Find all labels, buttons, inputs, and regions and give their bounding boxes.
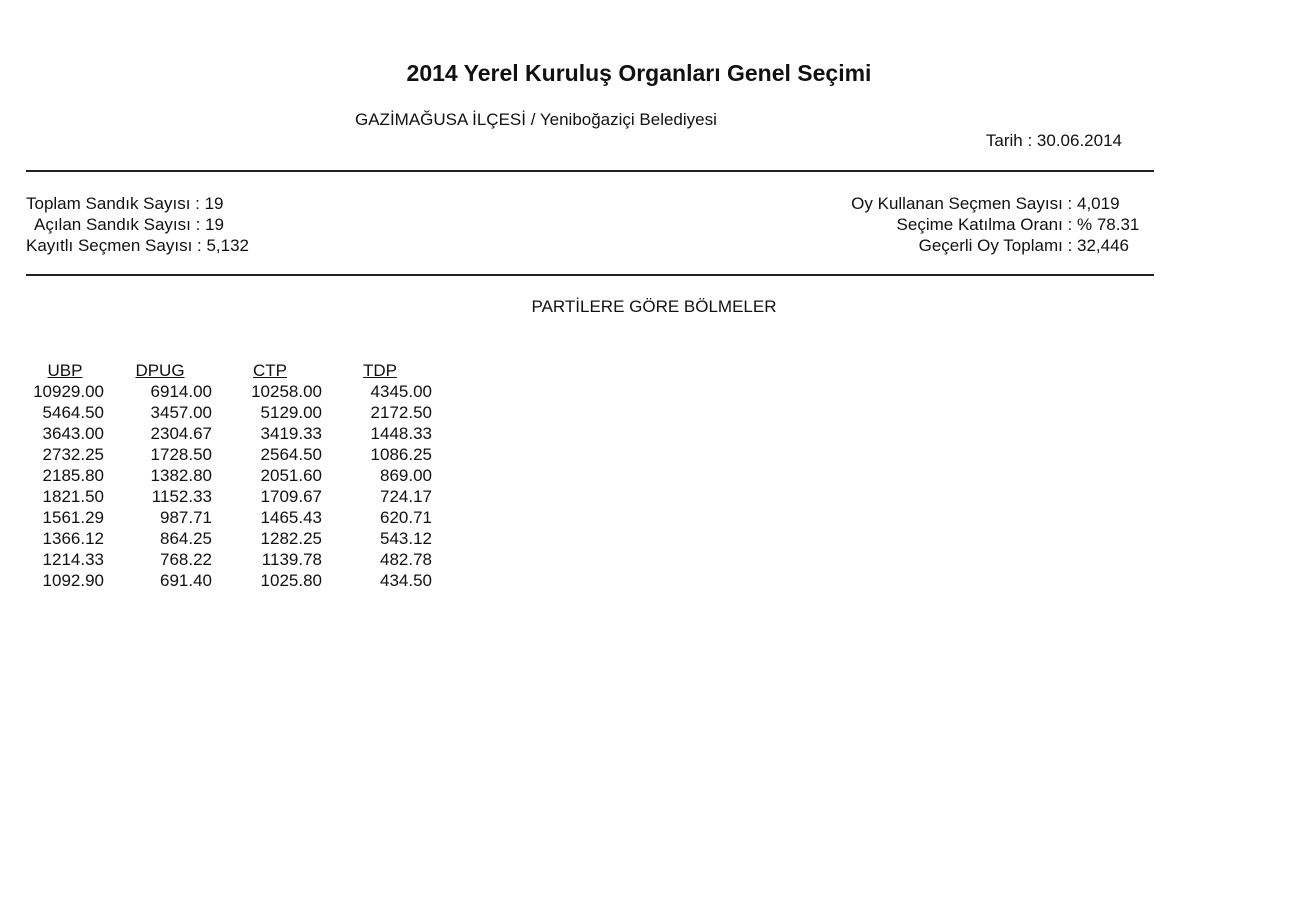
table-cell: 3457.00 bbox=[150, 403, 212, 422]
column-header-ubp: UBP bbox=[47, 361, 83, 380]
table-cell: 6914.00 bbox=[150, 382, 212, 401]
stat-label: Oy Kullanan Seçmen Sayısı bbox=[851, 194, 1063, 213]
divider-bottom bbox=[26, 274, 1154, 276]
table-cell: 1561.29 bbox=[42, 508, 104, 527]
table-cell: 724.17 bbox=[380, 487, 432, 506]
table-cell: 1382.80 bbox=[150, 466, 212, 485]
page-title: 2014 Yerel Kuruluş Organları Genel Seçimi bbox=[406, 60, 872, 86]
table-cell: 768.22 bbox=[160, 550, 212, 569]
table-cell: 1152.33 bbox=[151, 487, 212, 506]
stat-value: % 78.31 bbox=[1077, 215, 1140, 234]
table-cell: 691.40 bbox=[160, 571, 212, 590]
table-cell: 1092.90 bbox=[42, 571, 104, 590]
table-cell: 2172.50 bbox=[370, 403, 432, 422]
ballot-box-stats bbox=[26, 193, 249, 256]
table-row bbox=[24, 486, 434, 507]
table-row bbox=[24, 507, 434, 528]
date-value: 30.06.2014 bbox=[1036, 131, 1122, 150]
table-row bbox=[24, 570, 434, 591]
table-header-row bbox=[24, 360, 434, 381]
table-cell: 2304.67 bbox=[150, 424, 212, 443]
table-row bbox=[24, 381, 434, 402]
table-cell: 2732.25 bbox=[42, 445, 104, 464]
table-cell: 2051.60 bbox=[260, 466, 322, 485]
table-cell: 1448.33 bbox=[370, 424, 432, 443]
stat-voters-voted: Oy Kullanan Seçmen Sayısı : 4,019 bbox=[780, 193, 1145, 214]
stat-value: 4,019 bbox=[1077, 194, 1120, 213]
table-cell: 1214.33 bbox=[42, 550, 104, 569]
turnout-stats bbox=[780, 193, 1145, 256]
divider-top bbox=[26, 170, 1154, 172]
table-cell: 5129.00 bbox=[260, 403, 322, 422]
date-label: Tarih bbox=[985, 131, 1023, 150]
section-title: PARTİLERE GÖRE BÖLMELER bbox=[531, 297, 777, 316]
table-cell: 10258.00 bbox=[251, 382, 322, 401]
table-cell: 620.71 bbox=[380, 508, 432, 527]
table-cell: 434.50 bbox=[380, 571, 432, 590]
district-subtitle: GAZİMAĞUSA İLÇESİ / Yeniboğaziçi Belediyesi bbox=[355, 110, 717, 129]
table-cell: 1728.50 bbox=[150, 445, 212, 464]
stat-turnout-rate: Seçime Katılma Oranı : % 78.31 bbox=[780, 214, 1145, 235]
table-cell: 3643.00 bbox=[42, 424, 104, 443]
stat-label: Geçerli Oy Toplamı bbox=[918, 236, 1063, 255]
table-cell: 987.71 bbox=[160, 508, 212, 527]
stat-label: Toplam Sandık Sayısı bbox=[26, 194, 191, 213]
table-cell: 864.25 bbox=[160, 529, 212, 548]
table-cell: 3419.33 bbox=[260, 424, 322, 443]
table-cell: 10929.00 bbox=[33, 382, 104, 401]
table-cell: 4345.00 bbox=[370, 382, 432, 401]
table-cell: 869.00 bbox=[380, 466, 432, 485]
table-row bbox=[24, 528, 434, 549]
stat-registered-voters: Kayıtlı Seçmen Sayısı : 5,132 bbox=[26, 236, 250, 255]
table-cell: 1025.80 bbox=[260, 571, 322, 590]
column-header-tdp: TDP bbox=[363, 361, 397, 380]
table-cell: 1282.25 bbox=[260, 529, 322, 548]
stat-opened-ballot-boxes: Açılan Sandık Sayısı : 19 bbox=[34, 215, 224, 234]
table-cell: 5464.50 bbox=[42, 403, 104, 422]
stat-value: 5,132 bbox=[206, 236, 250, 255]
table-cell: 1086.25 bbox=[370, 445, 432, 464]
stat-label: Kayıtlı Seçmen Sayısı bbox=[26, 236, 193, 255]
table-row bbox=[24, 549, 434, 570]
stat-label: Açılan Sandık Sayısı bbox=[34, 215, 191, 234]
report-date: Tarih : 30.06.2014 bbox=[985, 131, 1122, 150]
party-divisions-table bbox=[24, 360, 434, 591]
table-row bbox=[24, 465, 434, 486]
table-row bbox=[24, 423, 434, 444]
table-row bbox=[24, 444, 434, 465]
stat-total-ballot-boxes: Toplam Sandık Sayısı : 19 bbox=[26, 194, 224, 213]
table-cell: 1465.43 bbox=[260, 508, 322, 527]
table-cell: 1709.67 bbox=[260, 487, 322, 506]
table-cell: 1139.78 bbox=[261, 550, 322, 569]
table-cell: 482.78 bbox=[380, 550, 432, 569]
stat-value: 32,446 bbox=[1077, 236, 1129, 255]
table-cell: 543.12 bbox=[380, 529, 432, 548]
table-cell: 2564.50 bbox=[260, 445, 322, 464]
stat-value: 19 bbox=[204, 194, 224, 213]
column-header-ctp: CTP bbox=[253, 361, 287, 380]
stat-valid-vote-total: Geçerli Oy Toplamı : 32,446 bbox=[780, 235, 1145, 256]
stat-label: Seçime Katılma Oranı bbox=[896, 215, 1063, 234]
table-cell: 1821.50 bbox=[42, 487, 104, 506]
column-header-dpug: DPUG bbox=[135, 361, 185, 380]
table-cell: 2185.80 bbox=[42, 466, 104, 485]
stat-value: 19 bbox=[205, 215, 224, 234]
table-cell: 1366.12 bbox=[42, 529, 104, 548]
table-row bbox=[24, 402, 434, 423]
